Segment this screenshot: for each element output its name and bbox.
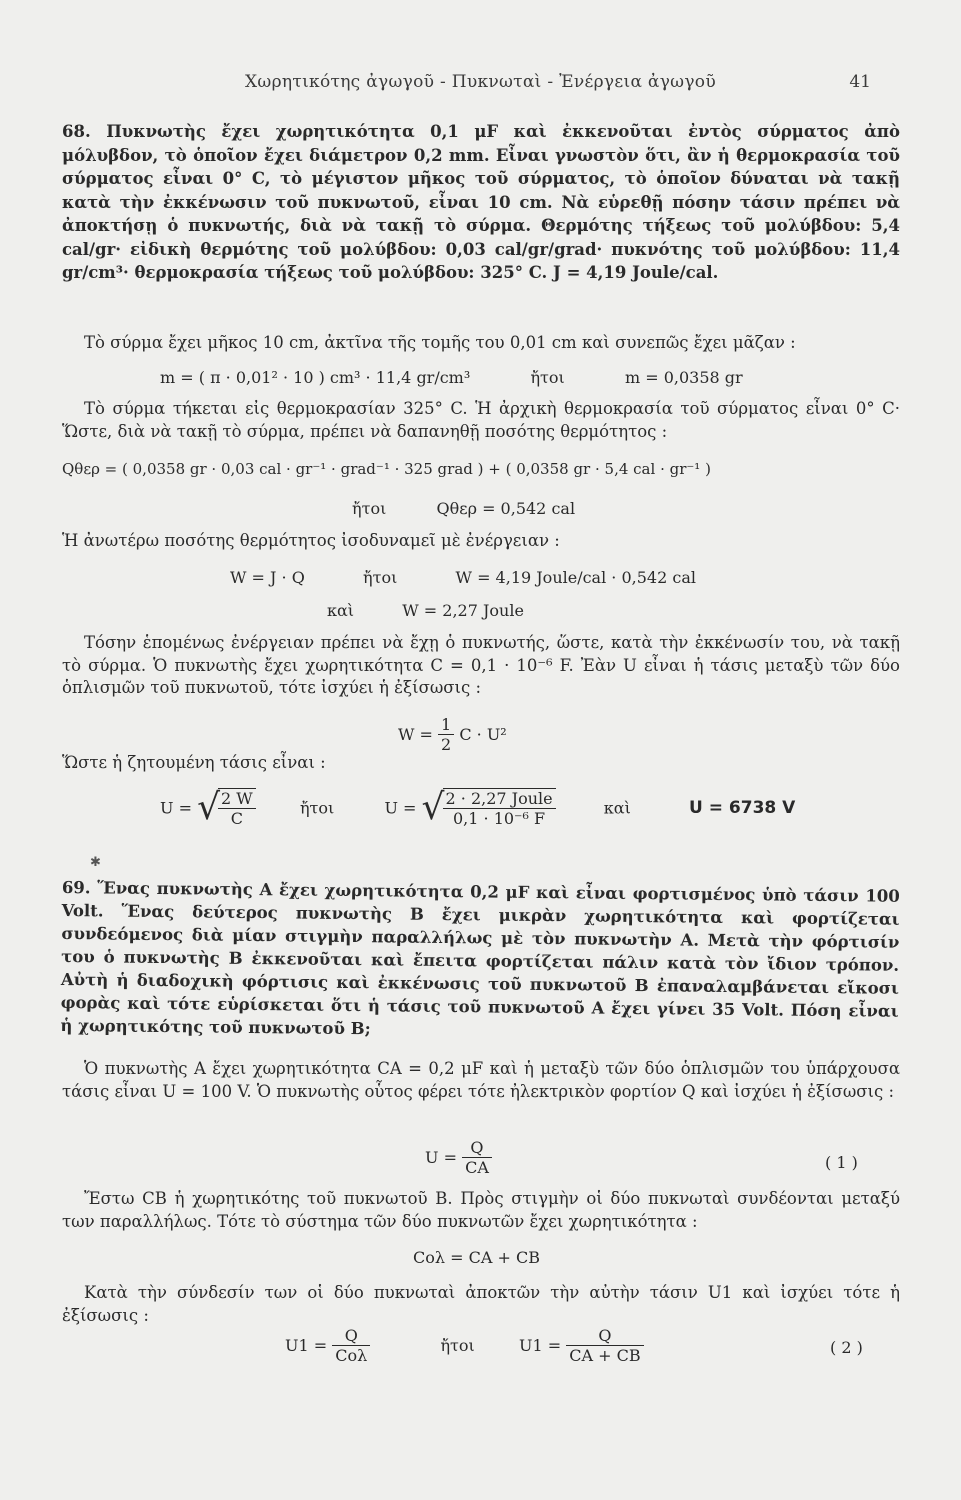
voltage-result: U = 6738 V bbox=[689, 798, 796, 818]
problem-69-sentence-3: Κατὰ τὴν σύνδεσίν των οἱ δύο πυκνωταὶ ἀποκτῶν τὴν αὐτὴν τάσιν U1 καὶ ἰσχύει τότε ἡ ἐξίσωσις : bbox=[62, 1283, 900, 1325]
sqrt-icon: √ bbox=[197, 787, 221, 828]
voltage-connector: ἤτοι bbox=[299, 798, 335, 818]
problem-68-sentence-5: Ὥστε ἡ ζητουμένη τάσις εἶναι : bbox=[62, 753, 326, 772]
running-title: Χωρητικότης ἀγωγοῦ - Πυκνωταὶ - Ἐνέργεια ἀγωγοῦ bbox=[245, 72, 716, 92]
voltage-sqrt-2 bbox=[422, 788, 556, 828]
equation-mass-result: m = 0,0358 gr bbox=[624, 368, 743, 387]
capacitor-energy-fraction bbox=[438, 715, 454, 754]
problem-68-sentence-5-block bbox=[62, 752, 900, 775]
problem-68-sentence-2-block bbox=[62, 398, 900, 443]
equation-heat-result bbox=[352, 499, 575, 518]
equation-energy-1-value: W = 4,19 Joule/cal · 0,542 cal bbox=[455, 568, 696, 587]
problem-68-sentence-4: Τόσην ἑπομένως ἐνέργειαν πρέπει νὰ ἔχῃ ὁ πυκνωτής, ὥστε, κατὰ τὴν ἐκκένωσίν του, νὰ τακῇ τὸ σύρμα. Ὁ πυκνωτὴς ἔχει χωρητικότητα C = 0,1 · 10⁻⁶ F. Ἐὰν U εἶναι ἡ τάσις μεταξὺ τῶν δύο ὁπλισμῶν τοῦ πυκνωτοῦ, τότε ἰσχύει ἡ ἐξίσωσις : bbox=[62, 633, 900, 697]
voltage-and: καὶ bbox=[603, 798, 631, 818]
equation-1-label: ( 1 ) bbox=[825, 1153, 858, 1172]
page-header bbox=[0, 72, 961, 98]
equation-1-numerator: Q bbox=[462, 1138, 492, 1158]
equation-2 bbox=[285, 1326, 644, 1365]
problem-68-sentence-3-block bbox=[62, 530, 900, 553]
voltage-numerator-1: 2 W bbox=[218, 789, 256, 809]
capacitor-energy-denominator: 2 bbox=[441, 735, 452, 754]
problem-69-sentence-3-block bbox=[62, 1282, 900, 1327]
voltage-lhs-2: U = bbox=[384, 798, 417, 818]
equation-energy-1-connector: ἤτοι bbox=[363, 568, 398, 587]
equation-energy-2-value: W = 2,27 Joule bbox=[402, 601, 524, 620]
equation-2-denominator-2: CA + CB bbox=[569, 1346, 641, 1365]
problem-69-sentence-2-block bbox=[62, 1188, 900, 1233]
equation-energy-1 bbox=[230, 568, 696, 587]
problem-69-sentence-1: Ὁ πυκνωτὴς Α ἔχει χωρητικότητα CA = 0,2 μF καὶ ἡ μεταξὺ τῶν δύο ὁπλισμῶν του ὑπάρχουσα τάσις εἶναι U = 100 V. Ὁ πυκνωτὴς οὗτος φέρει τότε ἠλεκτρικὸν φορτίον Q καὶ ἰσχύει ἡ ἐξίσωσις : bbox=[62, 1059, 900, 1101]
equation-1-denominator: CA bbox=[465, 1158, 489, 1177]
capacitor-energy-rhs: C · U² bbox=[459, 725, 507, 744]
capacitor-energy-numerator: 1 bbox=[438, 715, 454, 735]
equation-energy-2 bbox=[327, 601, 524, 620]
equation-voltage bbox=[160, 788, 795, 828]
equation-2-lhs-2: U1 = bbox=[518, 1336, 562, 1355]
problem-68-statement-block bbox=[62, 120, 900, 285]
problem-68-statement: 68. Πυκνωτὴς ἔχει χωρητικότητα 0,1 μF καὶ ἐκκενοῦται ἐντὸς σύρματος ἀπὸ μόλυβδον, τὸ ὁποῖον ἔχει διάμετρον 0,2 mm. Εἶναι γνωστὸν ὅτι, ἂν ἡ θερμοκρασία τοῦ σύρματος εἶναι 0° C, τὸ μέγιστον μῆκος τοῦ σύρματος, τὸ ὁποῖον δύναται νὰ τακῇ κατὰ τὴν ἐκκένωσιν τοῦ πυκνωτοῦ, εἶναι 10 cm. Νὰ εὑρεθῇ πόσην τάσιν πρέπει νὰ ἀποκτήσῃ ὁ πυκνωτής, διὰ νὰ τακῇ τὸ σύρμα. Θερμότης τήξεως τοῦ μολύβδου: 5,4 cal/gr· εἰδικὴ θερμότης τοῦ μολύβδου: 0,03 cal/gr/grad· πυκνότης τοῦ μολύβδου: 11,4 gr/cm³· θερμοκρασία τήξεως τοῦ μολύβδου: 325° C. J = 4,19 Joule/cal. bbox=[62, 122, 900, 282]
equation-heat bbox=[62, 460, 711, 478]
problem-69-sentence-2: Ἔστω CB ἡ χωρητικότης τοῦ πυκνωτοῦ Β. Πρὸς στιγμὴν οἱ δύο πυκνωταὶ συνδέονται μεταξύ των παραλλήλως. Τότε τὸ σύστημα τῶν δύο πυκνωτῶν ἔχει χωρητικότητα : bbox=[62, 1189, 900, 1231]
equation-heat-value: Qθερ = 0,542 cal bbox=[436, 499, 576, 518]
equation-energy-2-connector: καὶ bbox=[327, 601, 355, 620]
equation-total-capacitance: Cολ = CA + CB bbox=[413, 1248, 540, 1267]
equation-2-connector: ἤτοι bbox=[440, 1336, 475, 1355]
equation-capacitor-energy bbox=[398, 715, 507, 754]
equation-energy-1-expression: W = J · Q bbox=[230, 568, 305, 587]
voltage-denominator-1: C bbox=[230, 809, 244, 828]
equation-mass-connector: ἤτοι bbox=[530, 368, 565, 387]
equation-mass-expression: m = ( π · 0,01² · 10 ) cm³ · 11,4 gr/cm³ bbox=[160, 368, 471, 387]
handwritten-star-icon: ✱ bbox=[90, 855, 101, 870]
equation-heat-expression: Qθερ = ( 0,0358 gr · 0,03 cal · gr⁻¹ · grad⁻¹ · 325 grad ) + ( 0,0358 gr · 5,4 cal · gr⁻¹ ) bbox=[62, 460, 711, 478]
problem-69-statement: 69. Ἕνας πυκνωτὴς Α ἔχει χωρητικότητα 0,2 μF καὶ εἶναι φορτισμένος ὑπὸ τάσιν 100 Volt. Ἕνας δεύτερος πυκνωτὴς Β ἔχει μικρὰν χωρητικότητα καὶ φορτίζεται συνδεόμενος διὰ μίαν στιγμὴν παραλλήλως μὲ τὸν πυκνωτὴν Α. Μετὰ τὴν φόρτισίν του ὁ πυκνωτὴς Β ἐκκενοῦται καὶ ἔπειτα φορτίζεται πάλιν κατὰ τὸν ἴδιον τρόπον. Αὐτὴ ἡ διαδοχικὴ φόρτισις καὶ ἐκκένωσις τοῦ πυκνωτοῦ Β ἐπαναλαμβάνεται εἴκοσι φορὰς καὶ τότε εὑρίσκεται ὅτι ἡ τάσις τοῦ πυκνωτοῦ Α ἔχει γίνει 35 Volt. Πόση εἶναι ἡ χωρητικότης τοῦ πυκνωτοῦ Β; bbox=[60, 877, 900, 1039]
problem-69-sentence-1-block bbox=[62, 1058, 900, 1103]
sqrt-icon: √ bbox=[421, 787, 445, 828]
problem-68-sentence-2: Τὸ σύρμα τήκεται εἰς θερμοκρασίαν 325° C. Ἡ ἀρχικὴ θερμοκρασία τοῦ σύρματος εἶναι 0° C· Ὥστε, διὰ νὰ τακῇ τὸ σύρμα, πρέπει νὰ δαπανηθῇ ποσότης θερμότητος : bbox=[62, 399, 900, 441]
voltage-sqrt-1 bbox=[197, 788, 256, 828]
equation-2-numerator-1: Q bbox=[332, 1326, 370, 1346]
equation-2-denominator-1: Cολ bbox=[335, 1346, 368, 1365]
problem-68-sentence-4-block bbox=[62, 632, 900, 700]
problem-69-statement-block bbox=[60, 876, 900, 1046]
equation-mass bbox=[160, 368, 743, 387]
voltage-lhs-1: U = bbox=[160, 798, 192, 818]
voltage-numerator-2: 2 · 2,27 Joule bbox=[443, 789, 556, 809]
equation-1-lhs: U = bbox=[425, 1148, 457, 1167]
equation-1 bbox=[425, 1138, 492, 1177]
equation-heat-connector: ἤτοι bbox=[352, 499, 387, 518]
equation-2-label: ( 2 ) bbox=[830, 1338, 863, 1357]
problem-68-sentence-3: Ἡ ἀνωτέρω ποσότης θερμότητος ἰσοδυναμεῖ μὲ ἐνέργειαν : bbox=[62, 531, 560, 550]
problem-68-sentence-1-block bbox=[62, 332, 900, 355]
equation-2-numerator-2: Q bbox=[566, 1326, 643, 1346]
page-number: 41 bbox=[849, 72, 871, 92]
equation-2-lhs-1: U1 = bbox=[285, 1336, 328, 1355]
problem-68-sentence-1: Τὸ σύρμα ἔχει μῆκος 10 cm, ἀκτῖνα τῆς τομῆς του 0,01 cm καὶ συνεπῶς ἔχει μᾶζαν : bbox=[84, 333, 796, 352]
voltage-denominator-2: 0,1 · 10⁻⁶ F bbox=[452, 809, 546, 828]
capacitor-energy-lhs: W = bbox=[398, 725, 433, 744]
